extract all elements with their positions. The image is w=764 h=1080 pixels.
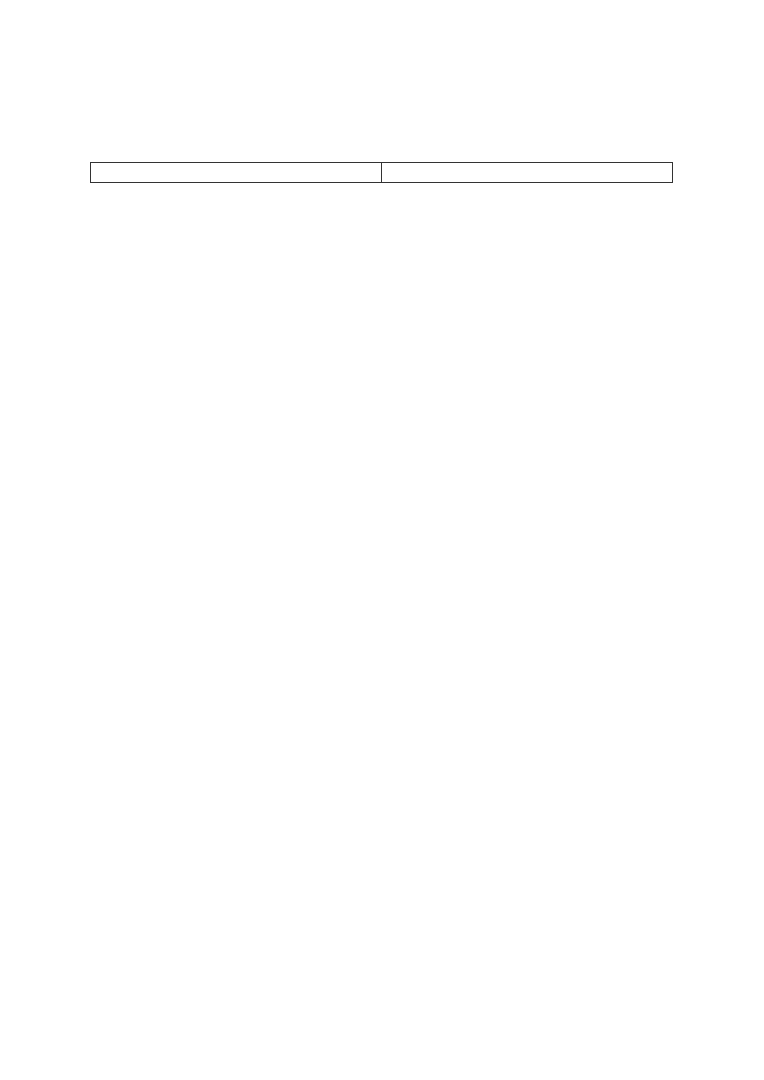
header-kinds [382,163,673,183]
document-page [90,106,673,183]
table-header-row [91,163,673,183]
classification-table [90,162,673,183]
header-criterion [91,163,382,183]
